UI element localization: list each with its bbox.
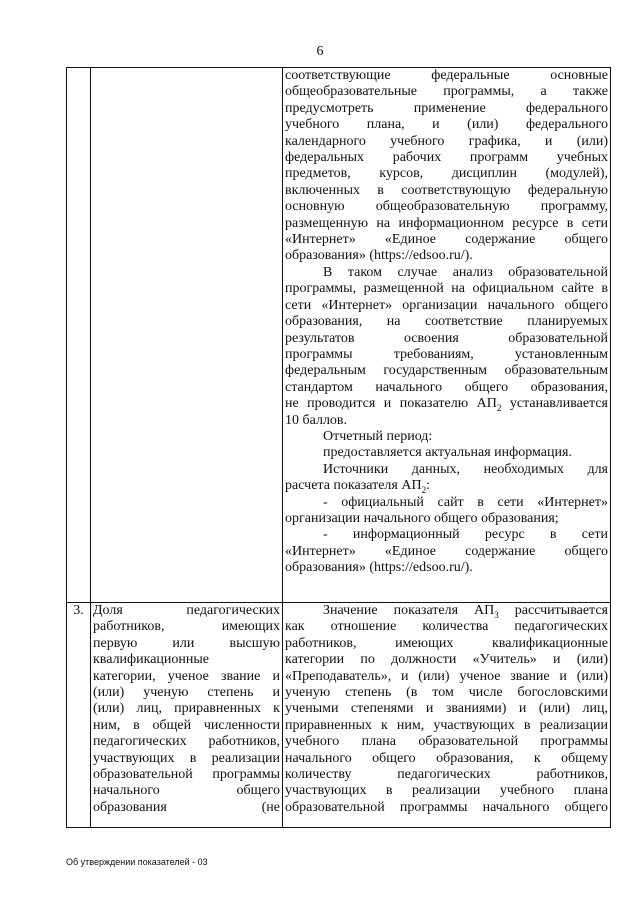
text-line: календарного учебного графика, и (или) <box>285 133 608 149</box>
text-line: начального общего образования, к общему <box>285 750 608 766</box>
indicator-description-cell <box>283 603 611 828</box>
text-line: организации начального общего образования; <box>285 510 559 526</box>
text-line: учебного плана, и (или) федерального <box>285 117 608 133</box>
text-line: включенных в соответствующую федеральную <box>285 182 608 198</box>
indicator-name-cell <box>91 603 283 828</box>
text-line <box>285 603 608 619</box>
text-line: Источники данных, необходимых для <box>323 461 608 477</box>
table-row <box>67 603 611 828</box>
indicator-description-cell <box>283 68 611 603</box>
text-line: результатов освоения образовательной <box>285 330 608 346</box>
text-line: основную общеобразовательную программу, <box>285 199 608 215</box>
paragraph-sources <box>285 462 608 577</box>
table-row <box>67 68 611 603</box>
text-line: приравненных к ним, участвующих в реализации <box>285 717 608 733</box>
text-fragment: рассчитывается <box>498 603 608 618</box>
text-line: (или) ученую степень и <box>93 685 280 701</box>
period-value: предоставляется актуальная информация. <box>323 445 572 461</box>
text-line: - официальный сайт в сети «Интернет» <box>323 494 608 510</box>
document-footer: Об утверждении показателей - 03 <box>66 857 208 867</box>
text-line: «Интернет» «Единое содержание общего <box>285 232 608 248</box>
text-fragment: : <box>426 478 430 494</box>
paragraph-federal-programs <box>285 68 608 265</box>
text-line: количеству педагогических работников, <box>285 767 608 783</box>
text-line: работников, имеющих <box>93 619 280 635</box>
text-line: образовательной программы начального общего <box>285 799 608 815</box>
text-line: работников, имеющих квалификационные <box>285 635 608 651</box>
text-line: образования, на соответствие планируемых <box>285 314 608 330</box>
text-line: общеобразовательные программы, а также <box>285 84 608 100</box>
subscript: 2 <box>421 484 427 495</box>
text-fragment: не проводится и показателю АП <box>285 396 497 412</box>
text-line: размещенную на информационном ресурсе в сети <box>285 215 608 231</box>
text-line: образования» (https://edsoo.ru/). <box>285 248 473 264</box>
paragraph-analysis <box>285 265 608 429</box>
text-line: как отношение количества педагогических <box>285 619 608 635</box>
text-line: ученую степень (в том числе богословскими <box>285 685 608 701</box>
text-line: учеными степенями и званиями) и (или) лиц, <box>285 701 608 717</box>
subscript: 3 <box>494 609 499 620</box>
text-line: программы требованиям, установленным <box>285 346 608 362</box>
indicators-table <box>66 67 611 828</box>
page-number: 6 <box>316 44 324 59</box>
text-line: сети «Интернет» организации начального общего <box>285 297 608 313</box>
text-fragment: Значение показателя АП <box>323 603 495 618</box>
text-line: (или) лиц, приравненных к <box>93 701 280 717</box>
text-line: Доля педагогических <box>93 603 280 618</box>
text-line: квалификационные <box>93 652 209 668</box>
text-line: ним, в общей численности <box>93 717 280 733</box>
text-line <box>285 478 608 494</box>
text-line: образовательной программы <box>93 767 280 783</box>
paragraph-period <box>285 429 608 462</box>
text-fragment: расчета показателя АП <box>285 478 422 494</box>
text-line: соответствующие федеральные основные <box>285 68 608 83</box>
text-line <box>285 396 608 412</box>
text-line: программы, размещенной на официальном сайте в <box>285 281 608 297</box>
text-line: В таком случае анализ образовательной <box>323 264 608 280</box>
text-line: 10 баллов. <box>285 412 348 428</box>
text-line: «Преподаватель», и (или) ученое звание и (или) <box>285 668 608 684</box>
text-line: категории по должности «Учитель» и (или) <box>285 652 608 668</box>
text-line: «Интернет» «Единое содержание общего <box>285 543 608 559</box>
text-line: предметов, курсов, дисциплин (модулей), <box>285 166 608 182</box>
text-line: - информационный ресурс в сети <box>323 527 608 543</box>
text-line: категории, ученое звание и <box>93 668 280 684</box>
text-line: начального общего <box>93 783 280 799</box>
text-fragment: устанавливается <box>501 396 608 412</box>
text-line: федеральным государственным образовательным <box>285 363 608 379</box>
period-label: Отчетный период: <box>323 428 433 444</box>
text-line: образования (не <box>93 799 280 815</box>
text-line: первую или высшую <box>93 635 280 651</box>
text-line: участвующих в реализации <box>93 750 280 766</box>
text-line: предусмотреть применение федерального <box>285 100 608 116</box>
text-line: учебного плана образовательной программы <box>285 734 608 750</box>
row-number-cell: 3. <box>67 603 91 828</box>
text-line: образования» (https://edsoo.ru/). <box>285 560 473 576</box>
row-number-cell <box>67 68 91 603</box>
text-line: федеральных рабочих программ учебных <box>285 150 608 166</box>
text-line: участвующих в реализации учебного плана <box>285 783 608 799</box>
text-line: стандартом начального общего образования, <box>285 379 608 395</box>
subscript: 2 <box>496 402 502 413</box>
text-line: педагогических работников, <box>93 734 280 750</box>
indicator-name-cell <box>91 68 283 603</box>
